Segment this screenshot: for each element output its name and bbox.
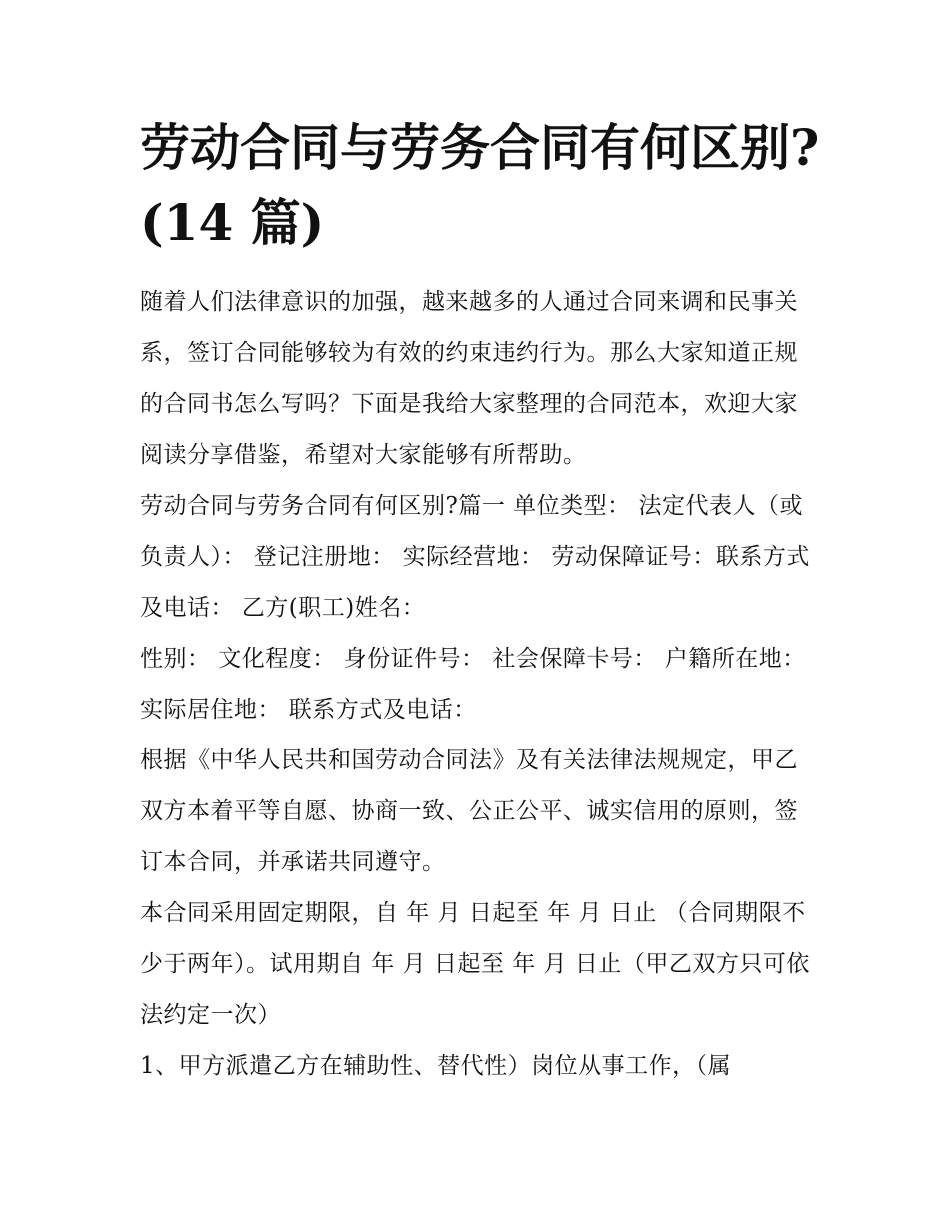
contract-term-paragraph: 本合同采用固定期限，自 年 月 日起至 年 月 日止 （合同期限不少于两年）。试用期自 年 月 日起至 年 月 日止（甲乙双方只可依法约定一次） (140, 900, 810, 1028)
party-b-info-paragraph: 性别： 文化程度： 身份证件号： 社会保障卡号： 户籍所在地： 实际居住地： 联系方式及电话： (140, 646, 806, 723)
party-a-info-paragraph: 劳动合同与劳务合同有何区别?篇一 单位类型： 法定代表人（或负责人）： 登记注册地： 实际经营地： 劳动保障证号：联系方式及电话： 乙方(职工)姓名： (140, 493, 810, 621)
intro-paragraph: 随着人们法律意识的加强，越来越多的人通过合同来调和民事关系，签订合同能够较为有效的约束违约行为。那么大家知道正规的合同书怎么写吗？下面是我给大家整理的合同范本，欢迎大家阅读分享借鉴，希望对大家能够有所帮助。 (140, 289, 798, 468)
clause-1-paragraph: 1、甲方派遣乙方在辅助性、替代性）岗位从事工作，（属 (140, 1053, 732, 1079)
document-title: 劳动合同与劳务合同有何区别?(14 篇) (140, 118, 820, 252)
legal-basis-paragraph: 根据《中华人民共和国劳动合同法》及有关法律法规规定，甲乙双方本着平等自愿、协商一致、公正公平、诚实信用的原则，签订本合同，并承诺共同遵守。 (140, 747, 798, 875)
